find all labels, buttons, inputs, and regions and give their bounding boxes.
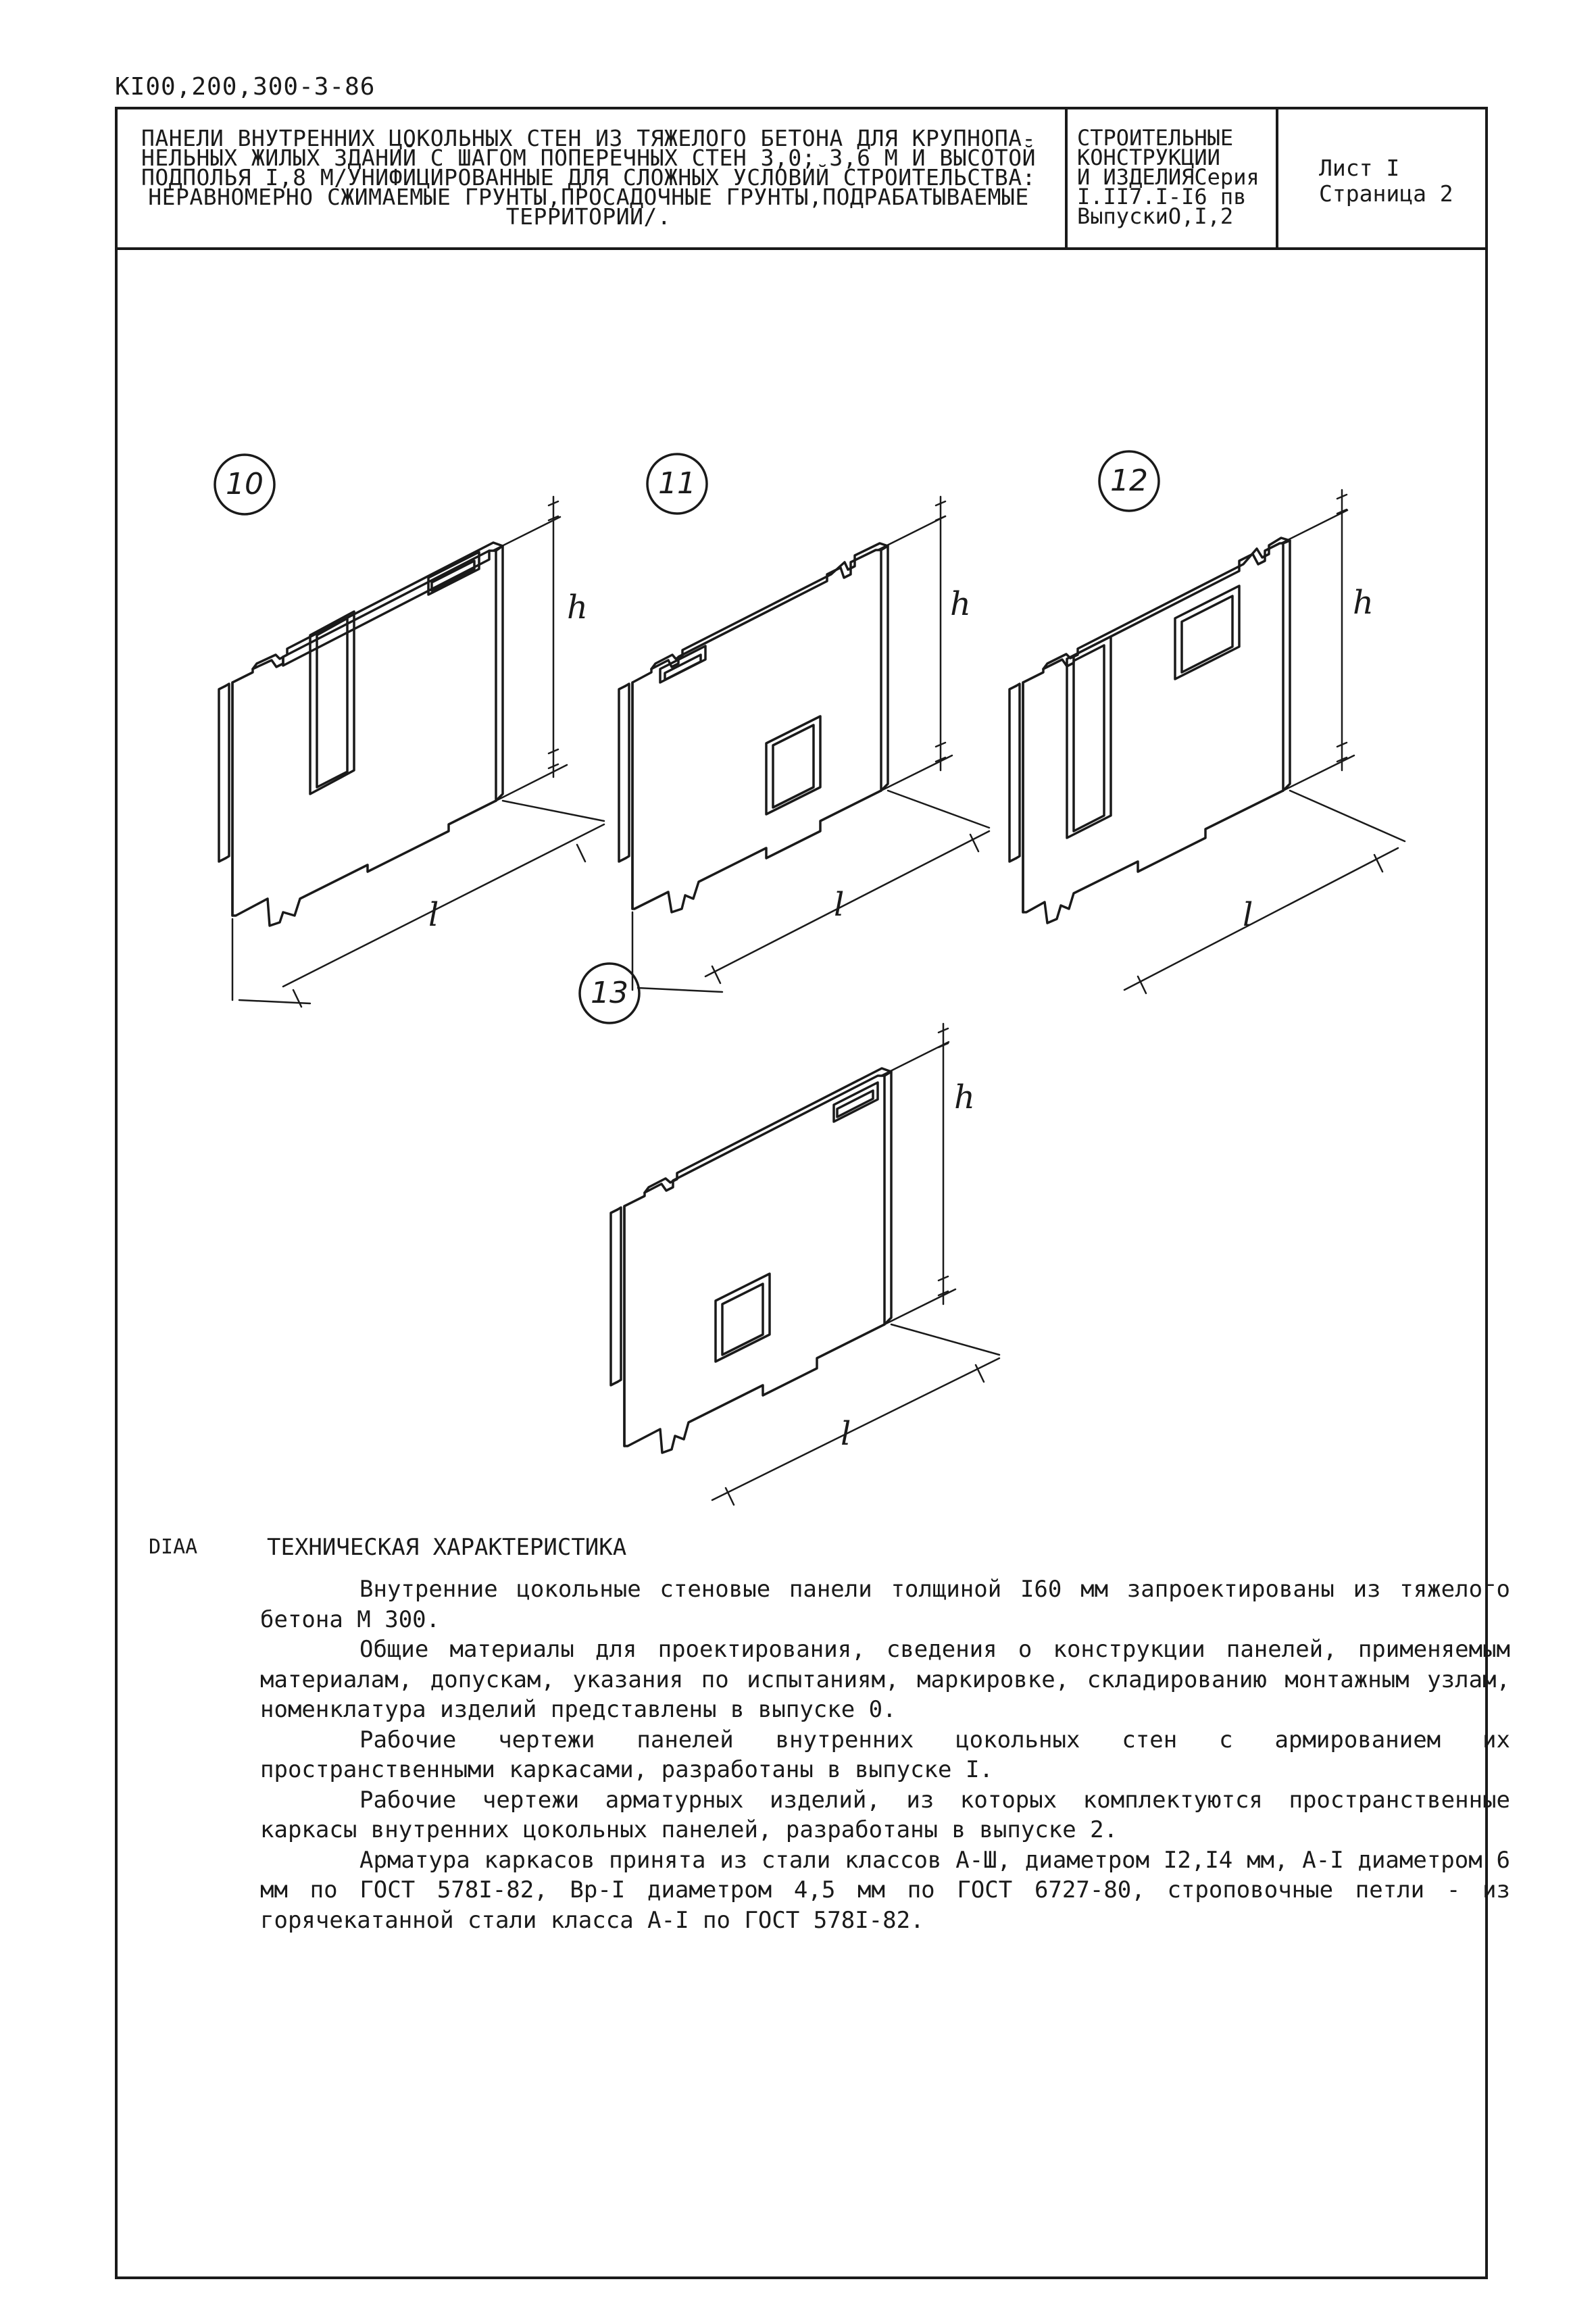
panel-13-body (611, 1024, 999, 1505)
section-heading: ТЕХНИЧЕСКАЯ ХАРАКТЕРИСТИКА (267, 1534, 627, 1561)
sheet-block (1278, 107, 1485, 247)
paragraph: Внутренние цокольные стеновые панели толщиной I60 мм запроектированы из тяжелого бетона М 300. (260, 1576, 1510, 1633)
sheet-number: Лист I (1319, 155, 1400, 181)
panels-drawing (118, 250, 1482, 1534)
panel-10-body (219, 497, 604, 1007)
paragraph: Рабочие чертежи панелей внутренних цокольных стен с армированием их пространственными каркасами, разработаны в выпуске I. (260, 1726, 1510, 1783)
panel-13 (580, 964, 999, 1505)
panel-11 (619, 454, 989, 992)
panel-11-length-label: l (834, 886, 845, 924)
series-line-1: СТРОИТЕЛЬНЫЕ (1077, 125, 1234, 151)
panel-12-number: 12 (1110, 464, 1148, 498)
panel-11-height-label: h (950, 585, 971, 623)
paragraph: Рабочие чертежи арматурных изделий, из которых комплектуются пространственные каркасы внутренних цокольных панелей, разработаны в выпуске 2. (260, 1786, 1510, 1843)
section-marker: DIAA (149, 1535, 198, 1559)
paragraph: Общие материалы для проектирования, сведения о конструкции панелей, применяемым материалам, допускам, указания по испытаниям, маркировке, складированию монтажным узлам, номенклатура изделий представлены в выпуске 0. (260, 1636, 1510, 1723)
panel-13-number: 13 (591, 976, 628, 1010)
title-block (115, 107, 1488, 250)
page-number: Страница 2 (1319, 180, 1453, 207)
series-block (1068, 107, 1278, 247)
section-body (260, 1574, 1510, 1935)
panel-10-number: 10 (226, 467, 264, 501)
series-line-4: I.II7.I-I6 пв (1077, 184, 1247, 209)
panel-13-height-label: h (954, 1078, 975, 1116)
panel-13-length-label: l (841, 1415, 851, 1453)
series-line-3: И ИЗДЕЛИЯСерия (1077, 164, 1260, 190)
series-line-2: КОНСТРУКЦИИ (1077, 145, 1220, 170)
document-code: КI00,200,300-3-86 (115, 73, 376, 101)
panel-12-length-label: l (1243, 896, 1253, 934)
paragraph: Арматура каркасов принята из стали классов А-Ш, диаметром I2,I4 мм, А-I диаметром 6 мм по ГОСТ 578I-82, Вр-I диаметром 4,5 мм по ГОСТ 6727-80, строповочные петли - из горячекатанной стали класса А-I по ГОСТ 578I-82. (260, 1846, 1510, 1934)
panel-10-height-label: h (567, 589, 588, 626)
panel-11-body (619, 497, 989, 992)
panel-12-body (1009, 490, 1405, 993)
panel-12-height-label: h (1353, 584, 1374, 622)
panel-10-length-label: l (428, 896, 439, 934)
document-title: ПАНЕЛИ ВНУТРЕННИХ ЦОКОЛЬНЫХ СТЕН ИЗ ТЯЖЕЛОГО БЕТОНА ДЛЯ КРУПНОПА-НЕЛЬНЫХ ЖИЛЫХ ЗДАНИЙ С ШАГОМ ПОПЕРЕЧНЫХ СТЕН 3,0; 3,6 М И ВЫСОТОЙ ПОДПОЛЬЯ I,8 М/УНИФИЦИРОВАННЫЕ ДЛЯ СЛОЖНЫХ УСЛОВИЙ СТРОИТЕЛЬСТВА: НЕРАВНОМЕРНО СЖИМАЕМЫЕ ГРУНТЫ,ПРОСАДОЧНЫЕ ГРУНТЫ,ПОДРАБАТЫВАЕМЫЕ ТЕРРИТОРИИ/. (115, 107, 1068, 247)
panel-11-number: 11 (658, 466, 696, 501)
panel-10 (215, 455, 604, 1007)
panel-12 (1009, 451, 1405, 993)
series-line-5: ВыпускиО,I,2 (1077, 203, 1234, 229)
